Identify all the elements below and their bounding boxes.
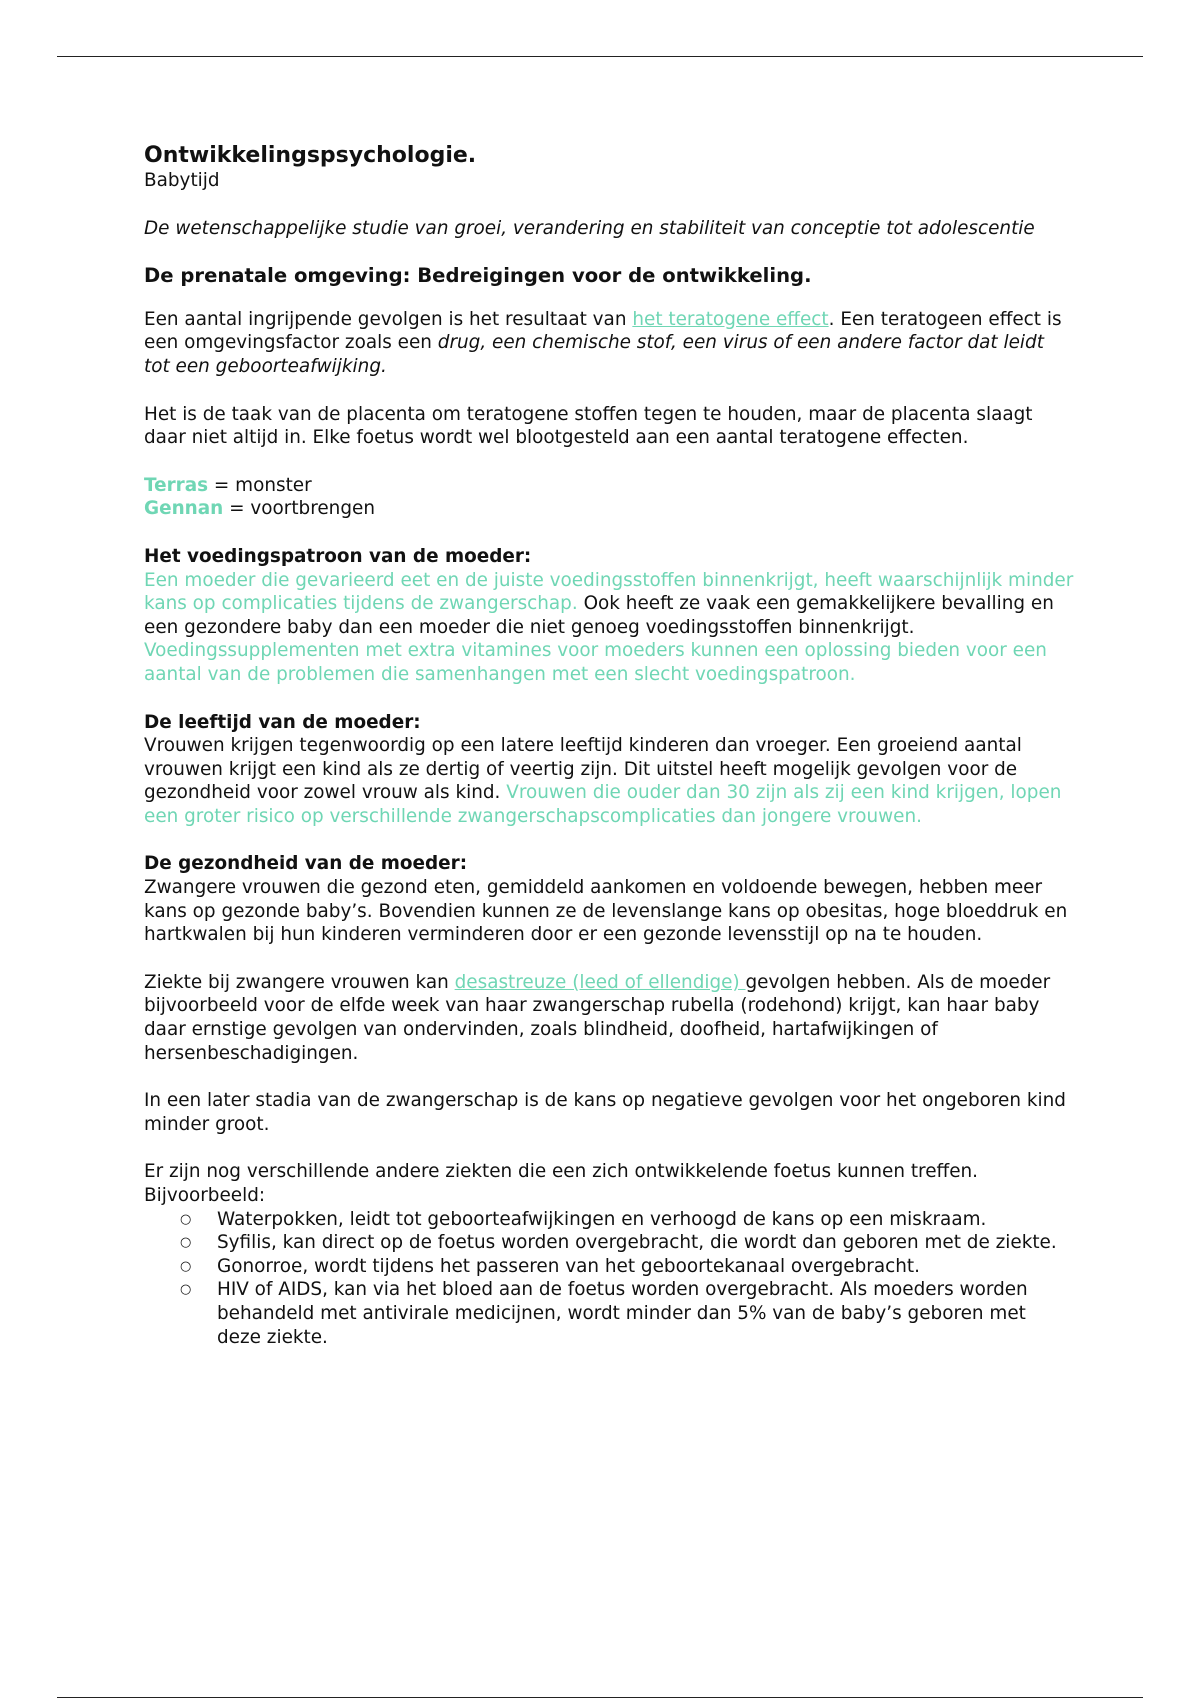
leeftijd-body: [144, 734, 1074, 828]
list-item: [144, 1278, 1074, 1349]
section-heading: De prenatale omgeving: Bedreigingen voor de ontwikkeling.: [144, 264, 812, 288]
term-row: [144, 474, 1074, 498]
intro-paragraph-1: [144, 308, 1074, 379]
list-item-text: Syfilis, kan direct op de foetus worden overgebracht, die wordt dan geboren met de ziekte.: [217, 1232, 1057, 1254]
gezondheid-paragraph-3: In een later stadia van de zwangerschap is de kans op negatieve gevolgen voor het ongeboren kind minder groot.: [144, 1090, 1066, 1135]
list-item-text: HIV of AIDS, kan via het bloed aan de foetus worden overgebracht. Als moeders worden behandeld met antivirale medicijnen, wordt minder dan 5% van de baby’s geboren met deze ziekte.: [217, 1279, 1028, 1348]
gezondheid-paragraph-2: [144, 971, 1074, 1065]
term-word: Gennan: [144, 498, 224, 520]
gezondheid-paragraph-1: Zwangere vrouwen die gezond eten, gemiddeld aankomen en voldoende bewegen, hebben meer kans op gezonde baby’s. Bovendien kunnen ze de levenslange kans op obesitas, hoge bloeddruk en hartkwalen bij hun kinderen verminderen door er een gezonde levensstijl op na te houden.: [144, 877, 1068, 946]
gezondheid-paragraph-4: Er zijn nog verschillende andere ziekten die een zich ontwikkelende foetus kunnen treffen. Bijvoorbeeld:: [144, 1161, 979, 1206]
voeding-heading: Het voedingspatroon van de moeder:: [144, 545, 532, 567]
etymology-terms: [144, 474, 1074, 521]
list-item-text: Waterpokken, leidt tot geboorteafwijkingen en verhoogd de kans op een miskraam.: [217, 1208, 987, 1230]
leeftijd-text: Vrouwen krijgen tegenwoordig op een latere leeftijd kinderen dan vroeger. Een groeiend aantal vrouwen krijgt een kind als ze dertig of veertig zijn. Dit uitstel heeft mogelijk gevolgen voor de gezondheid voor zowel vrouw als kind.: [144, 735, 1022, 804]
intro-text-pre: Een aantal ingrijpende gevolgen is het resultaat van: [144, 308, 633, 330]
desastreuze-link[interactable]: desastreuze (leed of ellendige): [454, 971, 746, 993]
voeding-highlight-2: Voedingssupplementen met extra vitamines voor moeders kunnen een oplossing bieden voor een aantal van de problemen die samenhangen met een slecht voedingspatroon.: [144, 640, 1047, 685]
term-meaning: = voortbrengen: [223, 498, 375, 520]
teratogene-effect-link[interactable]: het teratogene effect: [632, 308, 829, 330]
leeftijd-heading: De leeftijd van de moeder:: [144, 711, 421, 733]
intro-paragraph-2: Het is de taak van de placenta om teratogene stoffen tegen te houden, maar de placenta slaagt daar niet altijd in. Elke foetus wordt wel blootgesteld aan een aantal teratogene effecten.: [144, 403, 1033, 449]
document-body: [144, 143, 1074, 1349]
ziekte-text-post: gevolgen hebben. Als de moeder bijvoorbeeld voor de elfde week van haar zwangerschap rubella (rodehond) krijgt, kan haar baby daar ernstige gevolgen van ondervinden, zoals blindheid, doofheid, hartafwijkingen of hersenbeschadigingen.: [144, 971, 1051, 1064]
intro-text-italic: drug, een chemische stof, een virus of een andere factor dat leidt tot een geboorteafwijking.: [144, 332, 1044, 377]
top-rule: [57, 56, 1143, 57]
list-item: [144, 1208, 1074, 1232]
circle-bullet-icon: ○: [180, 1258, 192, 1274]
list-item: [144, 1255, 1074, 1279]
definition-text: De wetenschappelijke studie van groei, verandering en stabiliteit van conceptie tot adolescentie: [144, 217, 1035, 239]
voeding-highlight-1: Een moeder die gevarieerd eet en de juiste voedingsstoffen binnenkrijgt, heeft waarschijnlijk minder kans op complicaties tijdens de zwangerschap.: [144, 569, 1074, 615]
term-row: [144, 497, 1074, 521]
intro-text-post: . Een teratogeen effect is een omgevingsfactor zoals een: [144, 308, 1062, 354]
circle-bullet-icon: ○: [180, 1211, 192, 1227]
gezondheid-heading: De gezondheid van de moeder:: [144, 853, 468, 875]
disease-list: [144, 1208, 1074, 1350]
circle-bullet-icon: ○: [180, 1235, 192, 1251]
bottom-rule: [57, 1697, 1143, 1698]
list-item: [144, 1231, 1074, 1255]
term-word: Terras: [144, 474, 209, 496]
document-subtitle: Babytijd: [144, 170, 220, 191]
voeding-text: Ook heeft ze vaak een gemakkelijkere bevalling en een gezondere baby dan een moeder die niet genoeg voedingsstoffen binnenkrijgt.: [144, 593, 1054, 638]
circle-bullet-icon: ○: [180, 1282, 192, 1298]
voeding-body: [144, 569, 1074, 687]
list-item-text: Gonorroe, wordt tijdens het passeren van het geboortekanaal overgebracht.: [217, 1255, 920, 1277]
term-meaning: = monster: [208, 474, 312, 496]
leeftijd-highlight: Vrouwen die ouder dan 30 zijn als zij een kind krijgen, lopen een groter risico op verschillende zwangerschapscomplicaties dan jongere vrouwen.: [144, 782, 1062, 827]
ziekte-text-pre: Ziekte bij zwangere vrouwen kan: [144, 971, 455, 993]
document-title: Ontwikkelingspsychologie.: [144, 143, 477, 168]
